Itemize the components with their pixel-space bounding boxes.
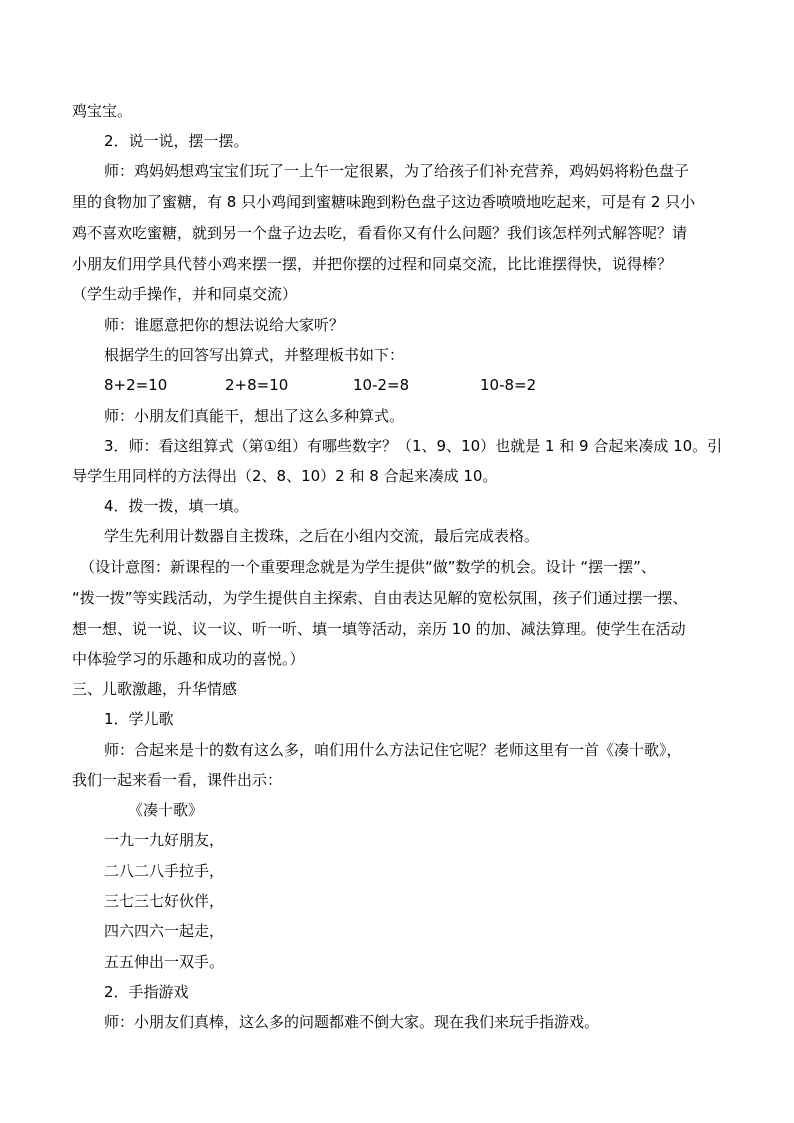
text-line: 师：小朋友们真能干，想出了这么多种算式。 xyxy=(104,407,405,425)
text-line: 鸡不喜欢吃蜜糖，就到另一个盘子边去吃，看看你又有什么问题？我们该怎样列式解答呢？请 xyxy=(72,224,688,242)
text-line: 师：合起来是十的数有这么多，咱们用什么方法记住它呢？老师这里有一首《凑十歌》， xyxy=(104,741,682,759)
text-line: 小朋友们用学具代替小鸡来摆一摆，并把你摆的过程和同桌交流，比比谁摆得快，说得棒？ xyxy=(72,255,673,273)
text-line: 鸡宝宝。 xyxy=(72,102,133,120)
section-heading: 2．手指游戏 xyxy=(104,983,189,1001)
formula: 10-2=8 xyxy=(353,376,410,394)
design-note: “拨一拨”等实践活动，为学生提供自主探索、自由表达见解的宽松氛围，孩子们通过摆一摆、 xyxy=(72,589,688,607)
text-line: 师：小朋友们真棒，这么多的问题都难不倒大家。现在我们来玩手指游戏。 xyxy=(104,1013,600,1031)
text-line: 我们一起来看一看，课件出示： xyxy=(72,771,283,789)
formula: 10-8=2 xyxy=(480,376,537,394)
text-line: （学生动手操作，并和同桌交流） xyxy=(72,285,298,303)
section-heading: 4．拨一拨，填一填。 xyxy=(104,497,249,515)
design-note: 中体验学习的乐趣和成功的喜悦。） xyxy=(72,650,305,668)
section-heading: 2．说一说，摆一摆。 xyxy=(104,132,249,150)
text-line: 师：谁愿意把你的想法说给大家听？ xyxy=(104,316,345,334)
poem-line: 一九一九好朋友， xyxy=(104,831,225,849)
poem-line: 二八二八手拉手， xyxy=(104,862,225,880)
section-heading: 三、儿歌激趣，升华情感 xyxy=(72,680,238,698)
text-line: 导学生用同样的方法得出（2、8、10）2 和 8 合起来凑成 10。 xyxy=(72,467,498,485)
formula: 2+8=10 xyxy=(225,376,289,394)
design-note: （设计意图：新课程的一个重要理念就是为学生提供“做”数学的机会。设计 “摆一摆”、 xyxy=(80,558,656,576)
poem-title: 《凑十歌》 xyxy=(128,801,204,819)
poem-line: 四六四六一起走， xyxy=(104,922,225,940)
text-line: 学生先利用计数器自主拨珠，之后在小组内交流，最后完成表格。 xyxy=(104,527,540,545)
text-line: 里的食物加了蜜糖，有 8 只小鸡闻到蜜糖味跑到粉色盘子这边香喷喷地吃起来，可是有 2 只小 xyxy=(72,193,696,211)
text-line: 师：鸡妈妈想鸡宝宝们玩了一上午一定很累，为了给孩子们补充营养，鸡妈妈将粉色盘子 xyxy=(104,162,690,180)
design-note: 想一想、说一说、议一议、听一听、填一填等活动，亲历 10 的加、减法算理。使学生在活动 xyxy=(72,620,686,638)
text-line: 根据学生的回答写出算式，并整理板书如下： xyxy=(104,346,405,364)
poem-line: 五五伸出一双手。 xyxy=(104,953,225,971)
formula: 8+2=10 xyxy=(104,376,168,394)
section-heading: 1．学儿歌 xyxy=(104,710,174,728)
poem-line: 三七三七好伙伴， xyxy=(104,892,225,910)
text-line: 3．师：看这组算式（第①组）有哪些数字？（1、9、10）也就是 1 和 9 合起来凑成 10。引 xyxy=(104,437,723,455)
